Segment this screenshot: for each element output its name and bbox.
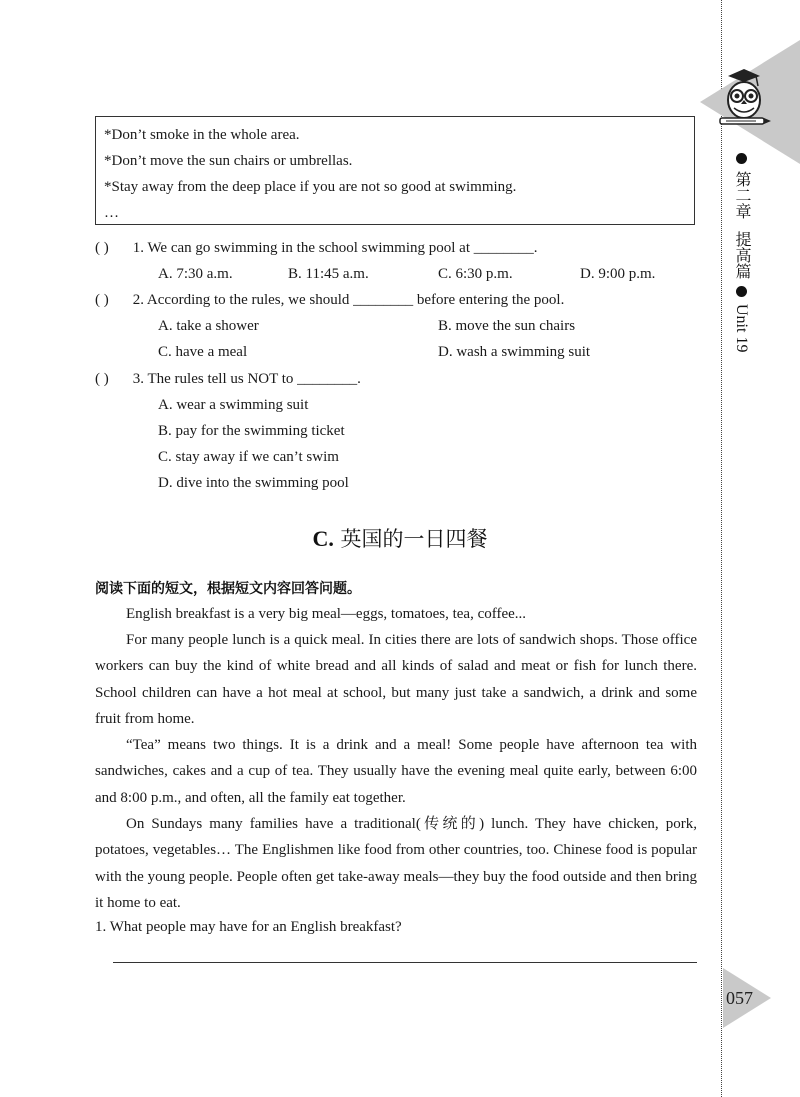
question-2 (95, 287, 564, 313)
rule-item: *Don’t smoke in the whole area. (104, 127, 300, 143)
rule-item: *Stay away from the deep place if you are not so good at swimming. (104, 179, 517, 195)
option-d: D. wash a swimming suit (438, 344, 591, 360)
answer-paren[interactable]: ( ) (95, 240, 109, 256)
section-title (0, 523, 800, 555)
bullet-dot-icon (736, 153, 747, 164)
chapter-label: 第二章 (733, 171, 750, 219)
option-c: C. have a meal (158, 344, 248, 360)
section-label: 提高篇 (733, 231, 750, 279)
question-text: 1. We can go swimming in the school swimming pool at ________. (132, 240, 538, 256)
option-d: D. dive into the swimming pool (158, 475, 349, 491)
question-text: 2. According to the rules, we should ________ before entering the pool. (132, 292, 565, 308)
paragraph: For many people lunch is a quick meal. In cities there are lots of sandwich shops. Those office workers can buy the kind of white bread and all kinds of salad and meat or fish for lunch there. School children can have a hot meal at school, but many just take a sandwich, a drink and some fruit from home. (95, 632, 697, 727)
section-label: C. (312, 526, 334, 551)
paragraph: On Sundays many families have a traditional(传统的) lunch. They have chicken, pork, potatoes, vegetables… The Englishmen like food from other countries, too. Chinese food is popular with the young people. People often get take-away meals—they buy the food outside and then bring it home to eat. (95, 816, 697, 911)
instruction: 阅读下面的短文，根据短文内容回答问题。 (95, 581, 361, 597)
answer-paren[interactable]: ( ) (95, 371, 109, 387)
rule-item: … (104, 205, 119, 221)
owl-mascot-icon (716, 66, 772, 130)
section-title-text: 英国的一日四餐 (340, 527, 488, 551)
option-b: B. 11:45 a.m. (288, 266, 369, 282)
option-a: A. 7:30 a.m. (158, 266, 233, 282)
rules-box (95, 116, 695, 225)
reading-question-1: 1. What people may have for an English breakfast? (95, 919, 402, 935)
chapter-side-label (729, 150, 753, 380)
option-a: A. wear a swimming suit (158, 397, 309, 413)
option-a: A. take a shower (158, 318, 259, 334)
option-b: B. move the sun chairs (438, 318, 576, 334)
option-b: B. pay for the swimming ticket (158, 423, 345, 439)
option-c: C. stay away if we can’t swim (158, 449, 339, 465)
answer-line[interactable] (113, 962, 697, 963)
page-number: 057 (726, 988, 753, 1008)
paragraph: “Tea” means two things. It is a drink and a meal! Some people have afternoon tea with sandwiches, cakes and a cup of tea. They usually have the evening meal quite early, between 6:00 and 8:00 p.m., and often, all the family eat together. (95, 737, 697, 806)
answer-paren[interactable]: ( ) (95, 292, 109, 308)
option-d: D. 9:00 p.m. (580, 266, 656, 282)
question-text: 3. The rules tell us NOT to ________. (132, 371, 361, 387)
bullet-dot-icon (736, 286, 747, 297)
unit-label: Unit 19 (733, 304, 750, 353)
question-3 (95, 366, 361, 392)
question-1 (95, 235, 538, 261)
paragraph: English breakfast is a very big meal—eggs, tomatoes, tea, coffee... (126, 606, 527, 622)
rule-item: *Don’t move the sun chairs or umbrellas. (104, 153, 353, 169)
option-c: C. 6:30 p.m. (438, 266, 513, 282)
